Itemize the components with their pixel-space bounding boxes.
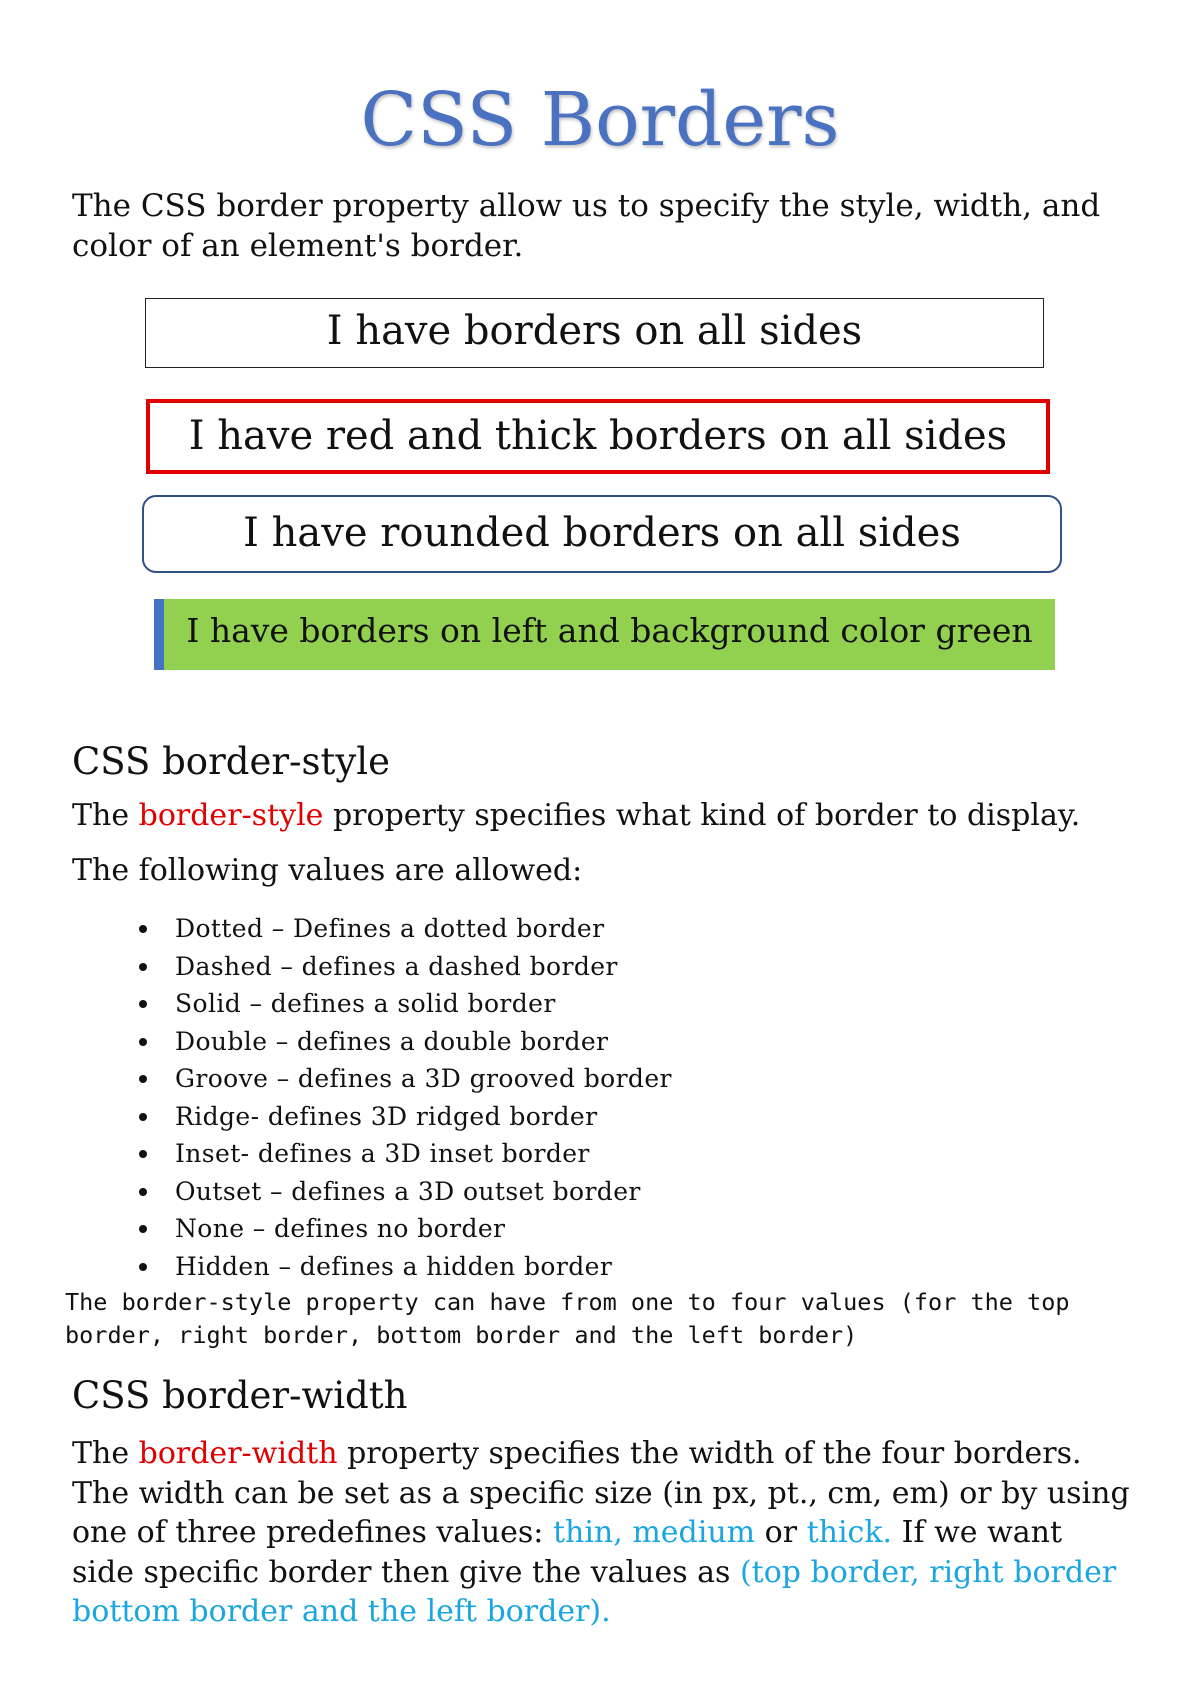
text-segment: If we want side specific border then give the values as — [72, 1515, 1063, 1590]
list-item — [135, 1135, 672, 1173]
border-style-keyword: border-style — [138, 798, 324, 833]
list-item — [135, 1098, 672, 1136]
bullet-icon — [139, 1000, 147, 1008]
list-item — [135, 948, 672, 986]
list-item-text: Outset – defines a 3D outset border — [175, 1176, 641, 1206]
bullet-icon — [139, 1263, 147, 1271]
allowed-values-intro: The following values are allowed: — [72, 853, 583, 888]
list-item — [135, 910, 672, 948]
bullet-icon — [139, 1225, 147, 1233]
list-item-text: Hidden – defines a hidden border — [175, 1251, 613, 1281]
bullet-icon — [139, 1075, 147, 1083]
example-box-left-green: I have borders on left and background color green — [154, 599, 1055, 670]
example-box-red-thick: I have red and thick borders on all sides — [146, 399, 1050, 474]
list-item-text: Inset- defines a 3D inset border — [175, 1139, 590, 1168]
text-segment: The — [72, 1436, 139, 1471]
bullet-icon — [139, 925, 147, 933]
intro-paragraph: The CSS border property allow us to specify the style, width, and color of an element's border. — [72, 188, 1101, 264]
border-style-description — [72, 796, 1132, 836]
border-style-heading: CSS border-style — [72, 740, 391, 783]
border-width-description — [72, 1434, 1132, 1632]
list-item-text: None – defines no border — [175, 1214, 506, 1243]
page-title: CSS Borders — [360, 77, 840, 163]
list-item — [135, 985, 672, 1023]
text-segment: property specifies the width of the four borders. The width can be set as a specific size (in px, pt., cm, em) or by using one of three predefines values: — [72, 1436, 1130, 1550]
border-style-values-list — [135, 910, 672, 1285]
list-item — [135, 1173, 672, 1211]
bullet-icon — [139, 1188, 147, 1196]
list-item-text: Dotted – Defines a dotted border — [175, 914, 605, 943]
thick-keyword: thick. — [806, 1515, 893, 1550]
bullet-icon — [139, 1038, 147, 1046]
text-segment: property specifies what kind of border to display. — [323, 798, 1081, 833]
list-item — [135, 1023, 672, 1061]
border-width-heading: CSS border-width — [72, 1374, 408, 1417]
list-item-text: Dashed – defines a dashed border — [175, 951, 618, 981]
example-box-all-sides: I have borders on all sides — [145, 298, 1044, 368]
list-item-text: Ridge- defines 3D ridged border — [175, 1101, 598, 1131]
list-item-text: Groove – defines a 3D grooved border — [175, 1064, 672, 1093]
list-item-text: Double – defines a double border — [175, 1026, 609, 1056]
bullet-icon — [139, 1113, 147, 1121]
border-width-keyword: border-width — [138, 1436, 338, 1471]
border-style-note: The border-style property can have from one to four values (for the top border, right border, bottom border and the left border) — [65, 1288, 1070, 1349]
example-box-rounded: I have rounded borders on all sides — [142, 495, 1062, 573]
text-segment: The — [72, 798, 139, 833]
list-item — [135, 1210, 672, 1248]
bullet-icon — [139, 963, 147, 971]
text-segment: or — [755, 1515, 807, 1550]
side-order-text: (top border, right border bottom border and the left border). — [72, 1554, 1117, 1629]
thin-medium-keywords: thin, medium — [552, 1515, 756, 1550]
list-item — [135, 1248, 672, 1286]
list-item-text: Solid – defines a solid border — [175, 989, 556, 1018]
list-item — [135, 1060, 672, 1098]
bullet-icon — [139, 1150, 147, 1158]
